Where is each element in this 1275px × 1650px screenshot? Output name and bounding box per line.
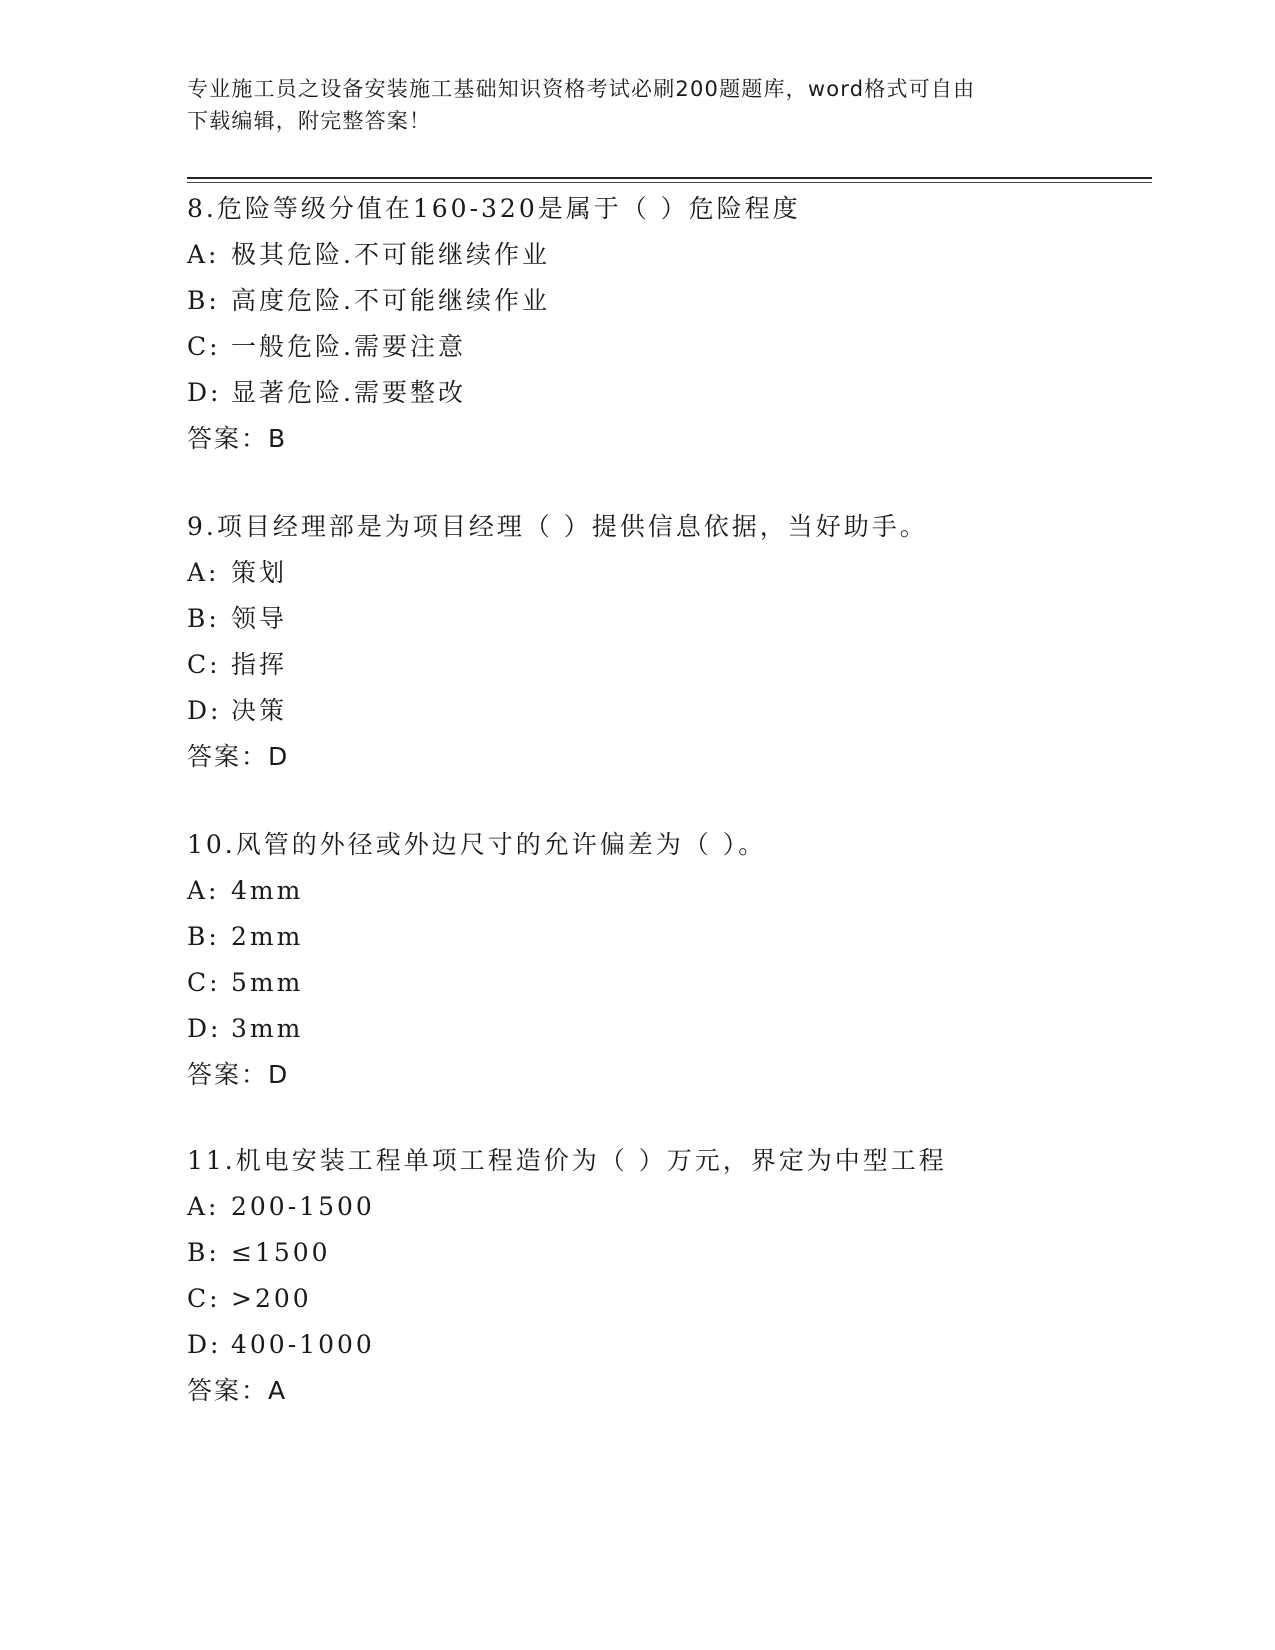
- option-letter: A:: [187, 1192, 220, 1221]
- question-block: [187, 504, 1147, 780]
- option-d: [187, 688, 1147, 734]
- answer-line: 答案：D: [187, 1060, 290, 1089]
- question-block: [187, 1138, 1147, 1414]
- option-letter: C:: [187, 1284, 221, 1313]
- answer-line: 答案：A: [187, 1376, 288, 1405]
- option-letter: D:: [187, 378, 222, 407]
- option-text: 极其危险.不可能继续作业: [231, 240, 550, 269]
- option-d: [187, 1322, 1147, 1368]
- header-divider-thick: [187, 177, 1152, 179]
- option-letter: A:: [187, 558, 220, 587]
- option-b: [187, 914, 1147, 960]
- header-divider-thin: [187, 182, 1152, 183]
- option-c: [187, 324, 1147, 370]
- option-text: 领导: [231, 604, 288, 633]
- option-text: 决策: [231, 696, 288, 725]
- header-line-1: 专业施工员之设备安装施工基础知识资格考试必刷200题题库，word格式可自由: [187, 77, 976, 101]
- option-letter: C:: [187, 332, 221, 361]
- option-letter: B:: [187, 1238, 220, 1267]
- option-text: >200: [231, 1284, 312, 1313]
- option-a: [187, 550, 1147, 596]
- option-text: 一般危险.需要注意: [231, 332, 466, 361]
- answer-line: 答案：B: [187, 424, 288, 453]
- option-text: 200-1500: [231, 1192, 375, 1221]
- option-letter: A:: [187, 876, 220, 905]
- option-b: [187, 596, 1147, 642]
- header-line-2: 下载编辑，附完整答案！: [187, 109, 432, 133]
- option-b: [187, 278, 1147, 324]
- option-letter: B:: [187, 604, 220, 633]
- option-d: [187, 370, 1147, 416]
- option-c: [187, 960, 1147, 1006]
- option-letter: C:: [187, 650, 221, 679]
- option-d: [187, 1006, 1147, 1052]
- option-text: 显著危险.需要整改: [231, 378, 466, 407]
- question-stem: 9.项目经理部是为项目经理（ ）提供信息依据，当好助手。: [187, 512, 928, 541]
- option-a: [187, 1184, 1147, 1230]
- option-a: [187, 868, 1147, 914]
- option-a: [187, 232, 1147, 278]
- option-letter: D:: [187, 1330, 222, 1359]
- option-b: [187, 1230, 1147, 1276]
- document-header: [187, 73, 1067, 137]
- question-stem: 11.机电安装工程单项工程造价为（ ）万元，界定为中型工程: [187, 1146, 947, 1175]
- option-text: 4mm: [231, 876, 304, 905]
- question-stem: 10.风管的外径或外边尺寸的允许偏差为（ ）。: [187, 830, 767, 859]
- option-c: [187, 642, 1147, 688]
- option-text: 指挥: [231, 650, 288, 679]
- question-block: [187, 822, 1147, 1098]
- option-text: 3mm: [231, 1014, 304, 1043]
- option-text: ≤1500: [231, 1238, 331, 1267]
- question-stem: 8.危险等级分值在160-320是属于（ ）危险程度: [187, 194, 801, 223]
- option-text: 2mm: [231, 922, 304, 951]
- option-letter: D:: [187, 1014, 222, 1043]
- option-text: 策划: [231, 558, 288, 587]
- option-letter: A:: [187, 240, 220, 269]
- option-letter: B:: [187, 286, 220, 315]
- answer-line: 答案：D: [187, 742, 290, 771]
- option-c: [187, 1276, 1147, 1322]
- option-text: 5mm: [231, 968, 304, 997]
- option-text: 400-1000: [231, 1330, 375, 1359]
- option-letter: C:: [187, 968, 221, 997]
- option-letter: B:: [187, 922, 220, 951]
- option-text: 高度危险.不可能继续作业: [231, 286, 550, 315]
- option-letter: D:: [187, 696, 222, 725]
- question-block: [187, 186, 1147, 462]
